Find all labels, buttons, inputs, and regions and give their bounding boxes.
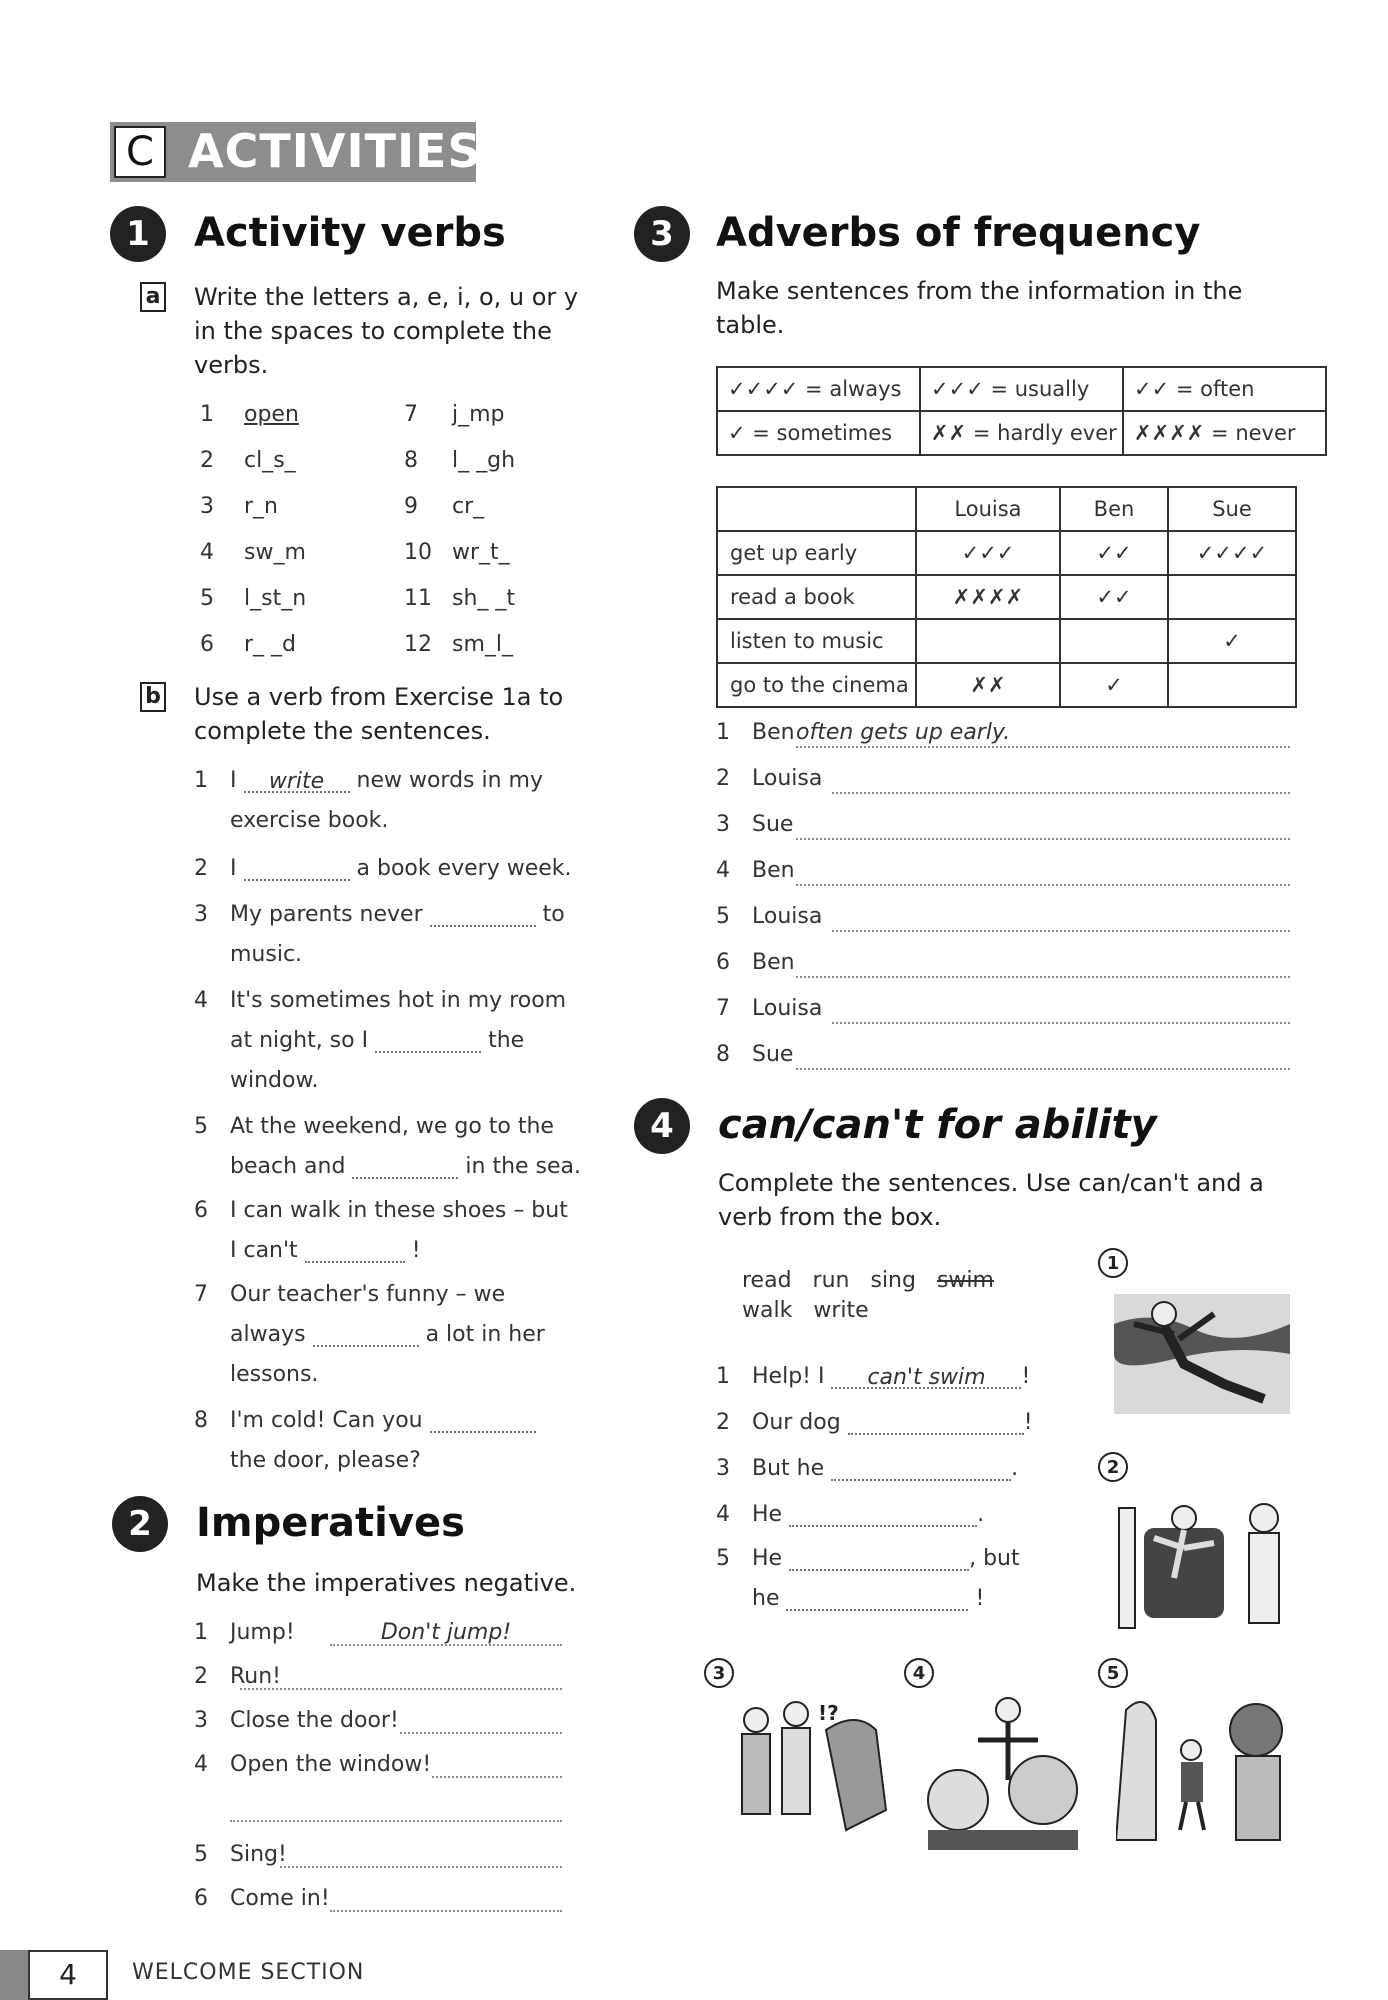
sentence-1b-3-cont: music. bbox=[230, 942, 303, 967]
section-letter: C bbox=[114, 126, 166, 178]
item-number: 10 bbox=[404, 540, 432, 565]
sentence-item bbox=[716, 720, 795, 745]
verb-letters[interactable]: wr_t_ bbox=[452, 540, 510, 565]
sentence-1b-4-end: window. bbox=[230, 1068, 319, 1093]
key-cell: ✓✓ = often bbox=[1123, 367, 1326, 411]
sentence-1b-8-cont: the door, please? bbox=[230, 1448, 421, 1473]
answer-field[interactable]: can't swim bbox=[831, 1365, 1021, 1389]
sentence-1b-3: 3 My parents never to bbox=[194, 902, 565, 927]
exercise-4-instructions: Complete the sentences. Use can/can't and a verb from the box. bbox=[718, 1169, 1264, 1231]
exercise-1a-instructions: Write the letters a, e, i, o, u or y in the spaces to complete the verbs. bbox=[194, 283, 579, 379]
imperative-text: Jump! bbox=[230, 1620, 295, 1645]
picture-3-boys-and-dog bbox=[726, 1690, 902, 1850]
answer-field[interactable] bbox=[789, 1547, 969, 1571]
answer-field[interactable] bbox=[313, 1323, 419, 1347]
section-title: ACTIVITIES bbox=[188, 124, 482, 178]
sentence-start: He bbox=[752, 1546, 783, 1571]
verb-letters[interactable]: cl_s_ bbox=[244, 448, 296, 473]
answer-field[interactable] bbox=[796, 1042, 1290, 1070]
exercise-2-instructions: Make the imperatives negative. bbox=[196, 1569, 577, 1597]
picture-number: 5 bbox=[1098, 1658, 1128, 1688]
item-number: 3 bbox=[716, 1456, 730, 1481]
table-header: Louisa bbox=[916, 487, 1060, 531]
picture-5-parents-and-child bbox=[1116, 1690, 1292, 1850]
exercise-number-2: 2 bbox=[112, 1496, 168, 1552]
picture-1-drowning-man bbox=[1114, 1284, 1290, 1424]
verb-letters[interactable]: sw_m bbox=[244, 540, 306, 565]
item-number: 2 bbox=[716, 766, 730, 791]
item-number: 5 bbox=[194, 1842, 208, 1867]
sentence-end: ! bbox=[1021, 1364, 1031, 1389]
table-row: go to the cinema ✗✗ ✓ bbox=[717, 663, 1296, 707]
sentence-item bbox=[716, 766, 822, 791]
verb-item bbox=[200, 494, 278, 519]
item-number: 7 bbox=[404, 402, 418, 427]
sentence-item bbox=[716, 858, 795, 883]
answer-field[interactable] bbox=[352, 1155, 458, 1179]
picture-number: 4 bbox=[904, 1658, 934, 1688]
table-row: get up early ✓✓✓ ✓✓ ✓✓✓✓ bbox=[717, 531, 1296, 575]
picture-4-people-unimpressed bbox=[918, 1690, 1088, 1850]
exercise-number-1: 1 bbox=[110, 206, 166, 262]
exercise-title-3: Adverbs of frequency bbox=[716, 210, 1201, 256]
verb-item bbox=[200, 448, 296, 473]
subject: Louisa bbox=[752, 996, 823, 1021]
picture-number: 3 bbox=[704, 1658, 734, 1688]
verb-item bbox=[404, 448, 515, 473]
table-header: Sue bbox=[1168, 487, 1296, 531]
answer-field[interactable] bbox=[789, 1503, 977, 1527]
answer-field[interactable] bbox=[240, 1688, 562, 1690]
table-header: Ben bbox=[1060, 487, 1168, 531]
item-number: 3 bbox=[200, 494, 214, 519]
verb-letters[interactable]: l_ _gh bbox=[452, 448, 516, 473]
frequency-key-table bbox=[716, 366, 1327, 456]
subject: Ben bbox=[752, 858, 795, 883]
answer-field[interactable]: write bbox=[244, 769, 350, 793]
picture-2-dog-scene bbox=[1114, 1488, 1290, 1638]
sentence-1b-4: 4 It's sometimes hot in my room bbox=[194, 988, 567, 1013]
verb-item bbox=[200, 632, 296, 657]
item-number: 1 bbox=[716, 720, 730, 745]
sentence-start: Our dog bbox=[752, 1410, 841, 1435]
verb-box-line-1: read run sing swim bbox=[742, 1268, 994, 1293]
verb-letters[interactable]: sm_l_ bbox=[452, 632, 514, 657]
imperative-text: Run! bbox=[230, 1664, 282, 1689]
answer-field[interactable] bbox=[796, 858, 1290, 886]
sentence-4-5-cont: he ! bbox=[752, 1586, 985, 1611]
imperative-item bbox=[194, 1752, 431, 1777]
item-number: 3 bbox=[716, 812, 730, 837]
item-number: 5 bbox=[716, 1546, 730, 1571]
item-number: 3 bbox=[194, 1708, 208, 1733]
sentence-item bbox=[716, 1042, 793, 1067]
item-number: 7 bbox=[716, 996, 730, 1021]
item-number: 6 bbox=[716, 950, 730, 975]
imperative-item bbox=[194, 1620, 295, 1645]
sentence-item bbox=[716, 812, 793, 837]
item-number: 1 bbox=[200, 402, 214, 427]
sentence-1b-7-end: lessons. bbox=[230, 1362, 319, 1387]
answer-field[interactable] bbox=[786, 1587, 968, 1611]
verb-item bbox=[404, 540, 510, 565]
sentence-end: . bbox=[1011, 1456, 1019, 1481]
item-number: 5 bbox=[200, 586, 214, 611]
answer-field[interactable] bbox=[330, 1910, 562, 1912]
sentence-1b-1: 1 I write new words in my bbox=[194, 768, 543, 794]
verb-item bbox=[404, 494, 484, 519]
item-number: 2 bbox=[716, 1410, 730, 1435]
picture-number: 1 bbox=[1098, 1248, 1128, 1278]
answer-field[interactable] bbox=[796, 812, 1290, 840]
sentence-start: Help! I bbox=[752, 1364, 825, 1389]
exercise-number-3: 3 bbox=[634, 206, 690, 262]
sentence-1b-6-cont: I can't ! bbox=[230, 1238, 421, 1263]
answer-field[interactable] bbox=[280, 1866, 562, 1868]
imperative-text: Sing! bbox=[230, 1842, 287, 1867]
sentence-item bbox=[716, 1410, 1033, 1435]
table-header-blank bbox=[717, 487, 916, 531]
answer-field[interactable] bbox=[305, 1239, 405, 1263]
imperative-item bbox=[194, 1842, 287, 1867]
answer-field[interactable] bbox=[832, 996, 1290, 1024]
imperative-text: Close the door! bbox=[230, 1708, 399, 1733]
item-number: 6 bbox=[200, 632, 214, 657]
section-header bbox=[110, 122, 482, 182]
subexercise-a-label: a bbox=[140, 282, 166, 312]
imperative-item bbox=[194, 1708, 399, 1733]
item-number: 8 bbox=[716, 1042, 730, 1067]
verb-letters[interactable]: l_st_n bbox=[244, 586, 307, 611]
answer-field[interactable] bbox=[400, 1732, 562, 1734]
item-number: 2 bbox=[200, 448, 214, 473]
key-cell: ✓✓✓✓ = always bbox=[717, 367, 920, 411]
exercise-title-2: Imperatives bbox=[196, 1500, 465, 1546]
table-row: read a book ✗✗✗✗ ✓✓ bbox=[717, 575, 1296, 619]
answer-field[interactable] bbox=[244, 857, 350, 881]
item-number: 6 bbox=[194, 1886, 208, 1911]
sentence-item bbox=[716, 996, 822, 1021]
sentence-1b-6: 6 I can walk in these shoes – but bbox=[194, 1198, 568, 1223]
answer-field[interactable] bbox=[430, 903, 536, 927]
sentence-1b-4-cont: at night, so I the bbox=[230, 1028, 525, 1053]
verb-item bbox=[200, 540, 306, 565]
key-cell: ✓ = sometimes bbox=[717, 411, 920, 455]
subject: Sue bbox=[752, 1042, 794, 1067]
sentence-1b-5-cont: beach and in the sea. bbox=[230, 1154, 582, 1179]
imperative-text: Open the window! bbox=[230, 1752, 432, 1777]
verb-letters[interactable]: cr_ bbox=[452, 494, 485, 519]
verb-box-line-2: walk write bbox=[742, 1298, 869, 1323]
sentence-1b-7: 7 Our teacher's funny – we bbox=[194, 1282, 506, 1307]
imperative-text: Come in! bbox=[230, 1886, 330, 1911]
sentence-1b-7-cont: always a lot in her bbox=[230, 1322, 545, 1347]
exercise-title-1: Activity verbs bbox=[194, 210, 506, 256]
sentence-item bbox=[716, 1546, 1020, 1571]
exercise-3-instructions: Make sentences from the information in the table. bbox=[716, 277, 1243, 339]
sentence-item bbox=[716, 1502, 984, 1527]
sentence-start: He bbox=[752, 1502, 783, 1527]
key-cell: ✓✓✓ = usually bbox=[920, 367, 1123, 411]
subexercise-b-label: b bbox=[140, 682, 166, 712]
answer-field[interactable]: often gets up early. bbox=[796, 720, 1290, 748]
sentence-1b-5: 5 At the weekend, we go to the bbox=[194, 1114, 554, 1139]
verb-letters[interactable]: j_mp bbox=[452, 402, 505, 427]
item-number: 1 bbox=[194, 1620, 208, 1645]
subject: Louisa bbox=[752, 766, 823, 791]
imperative-item bbox=[194, 1886, 330, 1911]
verb-item bbox=[200, 402, 299, 427]
answer-field[interactable] bbox=[430, 1409, 536, 1433]
answer-field[interactable] bbox=[832, 766, 1290, 794]
verb-letters[interactable]: r_ _d bbox=[244, 632, 297, 657]
verb-item bbox=[404, 586, 515, 611]
item-number: 4 bbox=[200, 540, 214, 565]
sentence-item bbox=[716, 904, 822, 929]
verb-letters[interactable]: open bbox=[244, 402, 299, 427]
item-number: 11 bbox=[404, 586, 432, 611]
key-cell: ✗✗✗✗ = never bbox=[1123, 411, 1326, 455]
sentence-item bbox=[716, 1364, 1030, 1389]
item-number: 5 bbox=[716, 904, 730, 929]
sentence-item bbox=[716, 1456, 1018, 1481]
picture-3-exclamation: !? bbox=[818, 1701, 839, 1725]
verb-item bbox=[404, 632, 513, 657]
answer-field[interactable] bbox=[432, 1776, 562, 1778]
sentence-1b-2: 2 I a book every week. bbox=[194, 856, 572, 881]
exercise-1b-instructions: Use a verb from Exercise 1a to complete the sentences. bbox=[194, 683, 564, 745]
imperative-item bbox=[194, 1664, 281, 1689]
verb-item bbox=[200, 586, 306, 611]
item-number: 2 bbox=[194, 1664, 208, 1689]
subject: Ben bbox=[752, 950, 795, 975]
item-number: 4 bbox=[194, 1752, 208, 1777]
item-number: 12 bbox=[404, 632, 432, 657]
sentence-start: But he bbox=[752, 1456, 825, 1481]
item-number: 4 bbox=[716, 1502, 730, 1527]
sentence-item bbox=[716, 950, 795, 975]
table-row: listen to music ✓ bbox=[717, 619, 1296, 663]
sentence-end: , but bbox=[969, 1546, 1020, 1571]
answer-field-extra[interactable] bbox=[230, 1820, 562, 1822]
sentence-end: ! bbox=[1023, 1410, 1033, 1435]
sentence-end: . bbox=[977, 1502, 985, 1527]
answer-field[interactable] bbox=[832, 904, 1290, 932]
item-number: 4 bbox=[716, 858, 730, 883]
item-number: 1 bbox=[716, 1364, 730, 1389]
exercise-number-4: 4 bbox=[634, 1098, 690, 1154]
answer-field[interactable] bbox=[848, 1411, 1024, 1435]
sentence-1b-1-cont: exercise book. bbox=[230, 808, 389, 833]
subject: Louisa bbox=[752, 904, 823, 929]
footer-section-title: WELCOME SECTION bbox=[132, 1960, 365, 1985]
item-number: 9 bbox=[404, 494, 418, 519]
footer-accent bbox=[0, 1950, 28, 2000]
subject: Ben bbox=[752, 720, 795, 745]
verb-item bbox=[404, 402, 505, 427]
item-number: 8 bbox=[404, 448, 418, 473]
page-number: 4 bbox=[28, 1950, 108, 2000]
exercise-title-4: can/can't for ability bbox=[718, 1102, 1157, 1148]
answer-field[interactable] bbox=[375, 1029, 481, 1053]
key-cell: ✗✗ = hardly ever bbox=[920, 411, 1123, 455]
activity-frequency-table bbox=[716, 486, 1297, 708]
verb-letters[interactable]: r_n bbox=[244, 494, 278, 519]
subject: Sue bbox=[752, 812, 794, 837]
answer-field[interactable] bbox=[831, 1457, 1011, 1481]
verb-letters[interactable]: sh_ _t bbox=[452, 586, 516, 611]
answer-field[interactable]: Don't jump! bbox=[330, 1620, 562, 1646]
sentence-1b-8: 8 I'm cold! Can you bbox=[194, 1408, 536, 1433]
answer-field[interactable] bbox=[796, 950, 1290, 978]
picture-number: 2 bbox=[1098, 1452, 1128, 1482]
